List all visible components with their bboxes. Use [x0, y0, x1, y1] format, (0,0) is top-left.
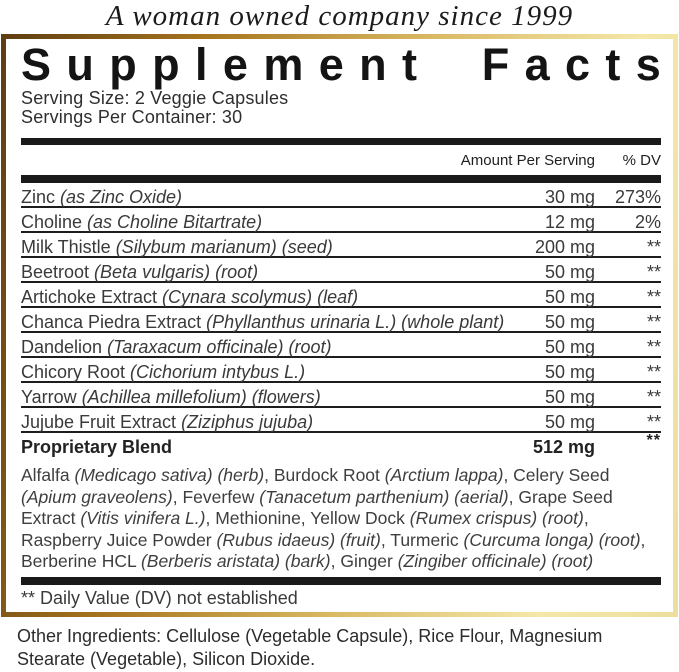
ingredient-name: Dandelion [21, 337, 103, 357]
ingredient-rows [21, 183, 661, 433]
ingredient-detail: (Phyllanthus urinaria L.) (whole plant) [206, 312, 505, 332]
ingredient-amount: 50 mg [544, 362, 595, 382]
ingredient-name: Artichoke Extract [21, 287, 158, 307]
ingredient-row [21, 208, 661, 233]
blend-text: , Feverfew [172, 486, 260, 507]
blend-text: Alfalfa [21, 465, 75, 485]
column-headers [21, 145, 661, 175]
blend-latin-name: (Zingiber officinale) (root) [397, 551, 594, 571]
proprietary-blend-dv: ** [646, 432, 661, 449]
ingredient-detail: (Cichorium intybus L.) [130, 362, 306, 382]
serving-size: Serving Size: 2 Veggie Capsules [21, 88, 289, 108]
title-letter: e [318, 39, 344, 90]
ingredient-amount: 50 mg [544, 287, 595, 307]
ingredient-dv: ** [646, 237, 661, 257]
dv-footnote: ** Daily Value (DV) not established [21, 587, 298, 608]
gold-border-frame [1, 34, 678, 617]
blend-latin-name: (Rubus idaeus) (fruit) [216, 529, 381, 550]
ingredient-detail: (Achillea millefolium) (flowers) [81, 387, 321, 407]
blend-latin-name: (Apium graveolens) [21, 486, 173, 507]
ingredient-dv: ** [646, 287, 661, 307]
ingredient-row [21, 408, 661, 433]
ingredient-amount: 200 mg [534, 237, 595, 257]
proprietary-blend-name: Proprietary Blend [21, 437, 173, 457]
ingredient-dv: ** [646, 362, 661, 382]
blend-text: , Raspberry Juice Powder [21, 508, 589, 550]
ingredient-name: Yarrow [21, 387, 77, 407]
blend-latin-name: (Curcuma longa) (root) [463, 529, 641, 550]
ingredient-detail: (Taraxacum officinale) (root) [107, 337, 332, 357]
title-letter: t [401, 39, 417, 90]
blend-text: , Berberine HCL [21, 529, 646, 571]
proprietary-blend-description [21, 465, 661, 573]
ingredient-amount: 30 mg [544, 187, 595, 207]
title-letter: t [605, 39, 621, 90]
panel-title [21, 41, 661, 89]
title-letter: m [263, 39, 304, 90]
ingredient-amount: 50 mg [544, 412, 595, 432]
title-letter: S [21, 39, 52, 90]
title-letter: l [195, 39, 208, 90]
ingredient-dv: ** [646, 337, 661, 357]
blend-latin-name: (Vitis vinifera L.) [80, 508, 206, 528]
divider-bar-header [21, 175, 661, 183]
ingredient-dv: ** [646, 262, 661, 282]
ingredient-name: Beetroot [21, 262, 90, 282]
ingredient-name: Choline [21, 212, 83, 232]
ingredient-amount: 50 mg [544, 387, 595, 407]
title-letter: p [152, 39, 180, 90]
blend-text: , Grape Seed Extract [21, 486, 613, 528]
ingredient-row [21, 383, 661, 408]
ingredient-name: Jujube Fruit Extract [21, 412, 177, 432]
ingredient-row [21, 233, 661, 258]
ingredient-detail: (Silybum marianum) (seed) [115, 237, 333, 257]
ingredient-name: Milk Thistle [21, 237, 111, 257]
divider-bar-top [21, 138, 661, 145]
proprietary-blend-amount: 512 mg [532, 437, 595, 457]
title-letter: n [359, 39, 387, 90]
title-letter: c [565, 39, 591, 90]
ingredient-amount: 50 mg [544, 262, 595, 282]
proprietary-blend-row [21, 433, 661, 460]
divider-bar-bottom [21, 577, 661, 585]
title-letter: u [66, 39, 94, 90]
blend-text: , Ginger [330, 551, 398, 571]
blend-text: , Celery Seed [503, 465, 610, 485]
blend-latin-name: (Arctium lappa) [384, 465, 504, 485]
ingredient-dv: ** [646, 312, 661, 332]
ingredient-row [21, 308, 661, 333]
blend-latin-name: (Berberis aristata) (bark) [140, 551, 331, 571]
title-letter: e [222, 39, 248, 90]
ingredient-row [21, 358, 661, 383]
ingredient-row [21, 333, 661, 358]
blend-latin-name: (Medicago sativa) (herb) [74, 465, 265, 485]
ingredient-dv: ** [646, 387, 661, 407]
ingredient-detail: (Cynara scolymus) (leaf) [162, 287, 359, 307]
other-ingredients [17, 625, 665, 671]
blend-text: , Burdock Root [264, 465, 385, 485]
ingredient-detail: (Ziziphus jujuba) [181, 412, 314, 432]
title-letter: a [524, 39, 550, 90]
amount-column-header: Amount Per Serving [460, 151, 595, 169]
title-letter: F [481, 39, 510, 90]
blend-text: , Turmeric [380, 529, 464, 550]
blend-latin-name: (Rumex crispus) (root) [409, 508, 584, 528]
ingredient-amount: 50 mg [544, 337, 595, 357]
ingredient-name: Zinc [21, 187, 56, 207]
other-ingredients-text: Cellulose (Vegetable Capsule), Rice Flour, Magnesium Stearate (Vegetable), Silicon Dioxide. [17, 625, 603, 669]
title-letter: s [635, 39, 661, 90]
other-ingredients-label: Other Ingredients: [17, 625, 162, 646]
servings-per-container: Servings Per Container: 30 [21, 107, 243, 127]
dv-column-header: % DV [622, 151, 661, 169]
ingredient-detail: (as Zinc Oxide) [60, 187, 183, 207]
title-letter: p [109, 39, 137, 90]
ingredient-row [21, 258, 661, 283]
ingredient-detail: (Beta vulgaris) (root) [94, 262, 259, 282]
ingredient-dv: ** [646, 412, 661, 432]
ingredient-row [21, 283, 661, 308]
company-tagline: A woman owned company since 1999 [105, 0, 574, 32]
blend-text: , Methionine, Yellow Dock [205, 508, 410, 528]
ingredient-dv: 2% [634, 212, 661, 232]
ingredient-name: Chanca Piedra Extract [21, 312, 202, 332]
ingredient-name: Chicory Root [21, 362, 126, 382]
ingredient-dv: 273% [614, 187, 661, 207]
blend-latin-name: (Tanacetum parthenium) (aerial) [259, 486, 509, 507]
supplement-facts-panel [6, 39, 673, 612]
ingredient-amount: 12 mg [544, 212, 595, 232]
ingredient-row [21, 183, 661, 208]
ingredient-amount: 50 mg [544, 312, 595, 332]
ingredient-detail: (as Choline Bitartrate) [87, 212, 263, 232]
